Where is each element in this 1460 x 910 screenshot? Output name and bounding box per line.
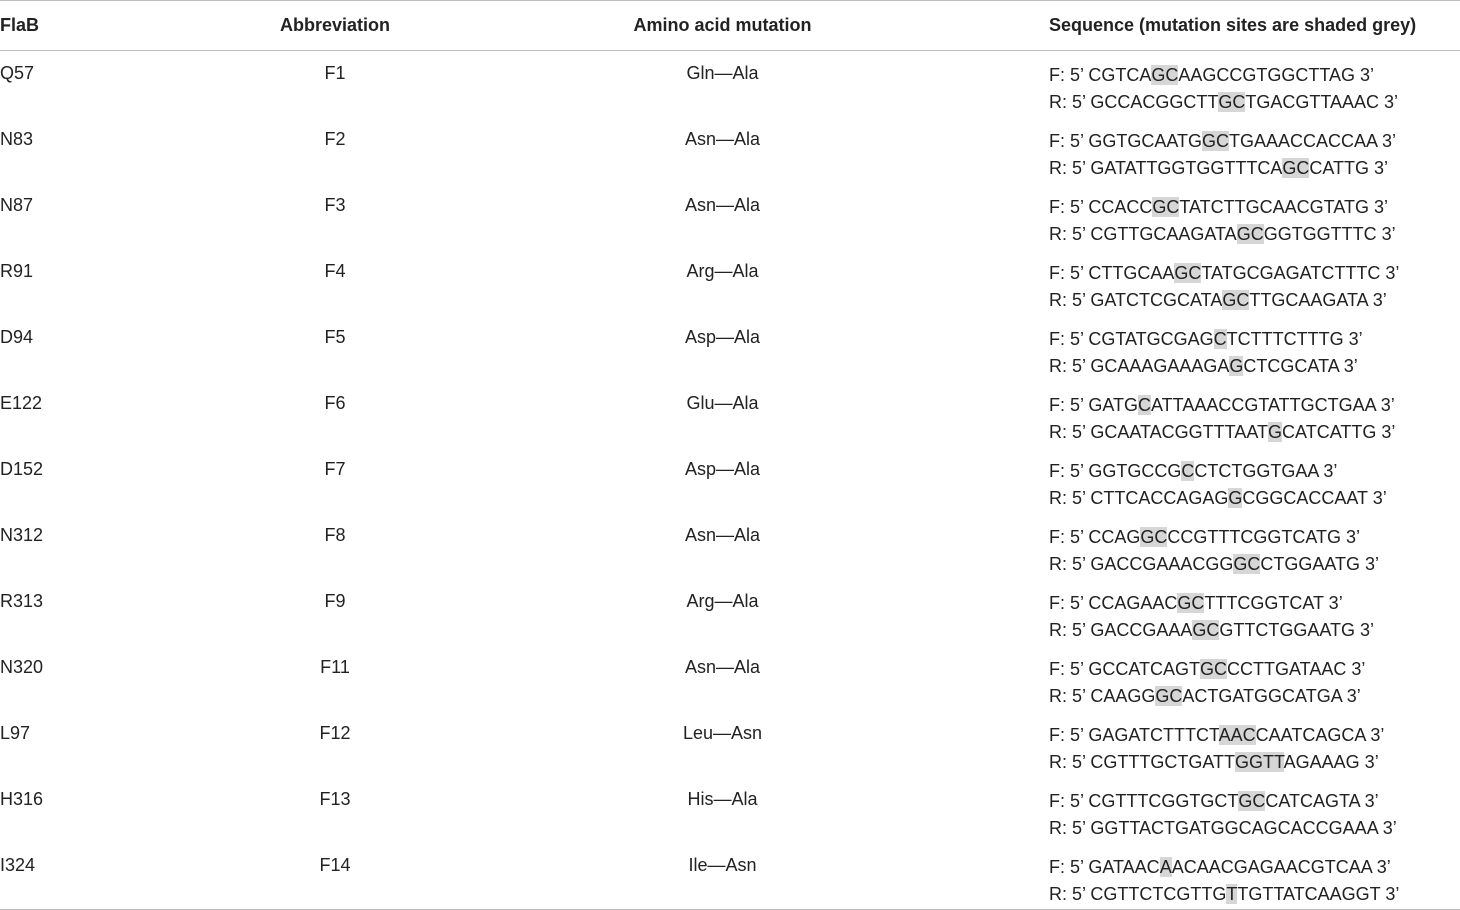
table-row bbox=[0, 579, 1460, 645]
forward-primer bbox=[1049, 393, 1460, 420]
reverse-primer-suffix: AGAAAG 3’ bbox=[1283, 752, 1379, 772]
cell-flab: E122 bbox=[0, 393, 43, 413]
reverse-mutation-site: T bbox=[1226, 884, 1238, 904]
reverse-primer-suffix: CTGGAATG 3’ bbox=[1260, 554, 1380, 574]
cell-mutation: Asn—Ala bbox=[684, 525, 761, 545]
forward-primer bbox=[1049, 195, 1460, 222]
forward-mutation-site: GC bbox=[1238, 791, 1266, 811]
reverse-primer-suffix: GGTGGTTTC 3’ bbox=[1263, 224, 1396, 244]
forward-primer-suffix: CTCTGGTGAA 3’ bbox=[1194, 461, 1338, 481]
cell-flab: N87 bbox=[0, 195, 34, 215]
table-row bbox=[0, 315, 1460, 381]
forward-primer-suffix: TATCTTGCAACGTATG 3’ bbox=[1179, 197, 1389, 217]
reverse-primer-prefix: R: 5’ CGTTCTCGTTG bbox=[1049, 884, 1227, 904]
forward-primer-prefix: F: 5’ GATG bbox=[1049, 395, 1139, 415]
forward-primer bbox=[1049, 657, 1460, 684]
cell-flab: R313 bbox=[0, 591, 44, 611]
reverse-primer-suffix: TGTTATCAAGGT 3’ bbox=[1237, 884, 1400, 904]
forward-primer-suffix: ACAACGAGAACGTCAA 3’ bbox=[1171, 857, 1391, 877]
forward-mutation-site: C bbox=[1213, 329, 1227, 349]
forward-mutation-site: AAC bbox=[1218, 725, 1256, 745]
reverse-primer-prefix: R: 5’ CGTTTGCTGATT bbox=[1049, 752, 1235, 772]
cell-sequence bbox=[985, 513, 1460, 579]
reverse-primer-suffix: GTTCTGGAATG 3’ bbox=[1219, 620, 1375, 640]
table-row bbox=[0, 51, 1460, 118]
forward-mutation-site: GC bbox=[1174, 263, 1202, 283]
cell-mutation: His—Ala bbox=[687, 789, 758, 809]
cell-sequence bbox=[985, 447, 1460, 513]
reverse-primer-suffix: CATTG 3’ bbox=[1309, 158, 1388, 178]
reverse-primer-prefix: R: 5’ CAAGG bbox=[1049, 686, 1156, 706]
reverse-mutation-site: G bbox=[1268, 422, 1283, 442]
cell-mutation: Gln—Ala bbox=[686, 63, 759, 83]
cell-mutation: Asn—Ala bbox=[684, 657, 761, 677]
forward-primer-suffix: TGAAACCACCAA 3’ bbox=[1229, 131, 1397, 151]
reverse-primer-prefix: R: 5’ GGTTACTGATGGCAGCACCGAAA 3’ bbox=[1049, 818, 1397, 838]
forward-primer-suffix: TATGCGAGATCTTTC 3’ bbox=[1201, 263, 1400, 283]
forward-mutation-site: GC bbox=[1140, 527, 1168, 547]
table-header bbox=[0, 1, 1460, 51]
cell-sequence bbox=[985, 777, 1460, 843]
cell-sequence bbox=[985, 183, 1460, 249]
reverse-primer-suffix: CATCATTG 3’ bbox=[1282, 422, 1396, 442]
table-row bbox=[0, 645, 1460, 711]
cell-flab: N312 bbox=[0, 525, 44, 545]
cell-mutation: Asn—Ala bbox=[684, 129, 761, 149]
cell-sequence bbox=[985, 843, 1460, 910]
forward-primer-prefix: F: 5’ GAGATCTTTCT bbox=[1049, 725, 1219, 745]
reverse-mutation-site: GC bbox=[1236, 224, 1264, 244]
forward-primer-suffix: CCGTTTCGGTCATG 3’ bbox=[1167, 527, 1361, 547]
forward-primer-suffix: CATCAGTA 3’ bbox=[1265, 791, 1379, 811]
reverse-mutation-site: GC bbox=[1218, 92, 1246, 112]
reverse-primer bbox=[1049, 882, 1460, 909]
cell-abbreviation: F2 bbox=[324, 129, 346, 149]
table-row bbox=[0, 117, 1460, 183]
forward-primer-prefix: F: 5’ CGTCA bbox=[1049, 65, 1152, 85]
forward-primer-prefix: F: 5’ CTTGCAA bbox=[1049, 263, 1175, 283]
reverse-primer bbox=[1049, 90, 1460, 117]
table-row bbox=[0, 183, 1460, 249]
reverse-mutation-site: GC bbox=[1282, 158, 1310, 178]
cell-abbreviation: F5 bbox=[324, 327, 346, 347]
cell-flab: D152 bbox=[0, 459, 44, 479]
table-row bbox=[0, 513, 1460, 579]
table-row bbox=[0, 843, 1460, 910]
forward-primer bbox=[1049, 327, 1460, 354]
reverse-mutation-site: GC bbox=[1155, 686, 1183, 706]
cell-abbreviation: F8 bbox=[324, 525, 346, 545]
cell-sequence bbox=[985, 711, 1460, 777]
reverse-primer-suffix: TTGCAAGATA 3’ bbox=[1249, 290, 1387, 310]
reverse-mutation-site: GGTT bbox=[1235, 752, 1284, 772]
cell-abbreviation: F6 bbox=[324, 393, 346, 413]
header-flab: FlaB bbox=[0, 1, 210, 51]
cell-abbreviation: F13 bbox=[319, 789, 351, 809]
cell-mutation: Glu—Ala bbox=[686, 393, 759, 413]
forward-primer-suffix: AAGCCGTGGCTTAG 3’ bbox=[1178, 65, 1375, 85]
forward-primer-prefix: F: 5’ GGTGCAATG bbox=[1049, 131, 1203, 151]
cell-flab: H316 bbox=[0, 789, 44, 809]
reverse-primer bbox=[1049, 354, 1460, 381]
forward-primer-suffix: CAATCAGCA 3’ bbox=[1255, 725, 1385, 745]
cell-flab: Q57 bbox=[0, 63, 35, 83]
forward-mutation-site: C bbox=[1181, 461, 1195, 481]
header-abbreviation: Abbreviation bbox=[210, 1, 460, 51]
cell-mutation: Ile—Asn bbox=[460, 843, 985, 910]
reverse-mutation-site: GC bbox=[1222, 290, 1250, 310]
cell-sequence bbox=[985, 381, 1460, 447]
reverse-primer bbox=[1049, 750, 1460, 777]
forward-primer bbox=[1049, 789, 1460, 816]
reverse-primer bbox=[1049, 222, 1460, 249]
reverse-primer bbox=[1049, 684, 1460, 711]
reverse-primer-prefix: R: 5’ GACCGAAA bbox=[1049, 620, 1193, 640]
table-row bbox=[0, 777, 1460, 843]
cell-flab: L97 bbox=[0, 723, 31, 743]
cell-mutation: Asp—Ala bbox=[684, 459, 761, 479]
cell-mutation: Arg—Ala bbox=[686, 261, 759, 281]
forward-mutation-site: GC bbox=[1151, 65, 1179, 85]
reverse-primer bbox=[1049, 816, 1460, 843]
forward-primer-suffix: TCTTTCTTTG 3’ bbox=[1226, 329, 1363, 349]
cell-flab: D94 bbox=[0, 327, 34, 347]
reverse-primer-prefix: R: 5’ GACCGAAACGG bbox=[1049, 554, 1234, 574]
header-sequence: Sequence (mutation sites are shaded grey) bbox=[985, 1, 1460, 51]
forward-primer-prefix: F: 5’ CCACC bbox=[1049, 197, 1153, 217]
reverse-primer-prefix: R: 5’ GATATTGGTGGTTTCA bbox=[1049, 158, 1283, 178]
table-row bbox=[0, 381, 1460, 447]
cell-mutation: Leu—Asn bbox=[682, 723, 763, 743]
cell-sequence bbox=[985, 579, 1460, 645]
cell-sequence bbox=[985, 249, 1460, 315]
cell-flab: N83 bbox=[0, 129, 34, 149]
reverse-primer-suffix: CTCGCATA 3’ bbox=[1243, 356, 1358, 376]
cell-mutation: Arg—Ala bbox=[686, 591, 759, 611]
cell-mutation: Asp—Ala bbox=[684, 327, 761, 347]
forward-mutation-site: C bbox=[1138, 395, 1152, 415]
cell-abbreviation: F11 bbox=[320, 657, 350, 677]
reverse-primer-prefix: R: 5’ GATCTCGCATA bbox=[1049, 290, 1223, 310]
forward-primer-prefix: F: 5’ CCAG bbox=[1049, 527, 1141, 547]
header-amino-acid-mutation: Amino acid mutation bbox=[460, 1, 985, 51]
forward-primer bbox=[1049, 261, 1460, 288]
reverse-primer bbox=[1049, 618, 1460, 645]
forward-mutation-site: A bbox=[1159, 857, 1172, 877]
reverse-mutation-site: GC bbox=[1233, 554, 1261, 574]
forward-mutation-site: GC bbox=[1202, 131, 1230, 151]
table-body bbox=[0, 51, 1460, 910]
reverse-primer bbox=[1049, 156, 1460, 183]
forward-mutation-site: GC bbox=[1152, 197, 1180, 217]
forward-primer bbox=[1049, 525, 1460, 552]
forward-primer-suffix: ATTAAACCGTATTGCTGAA 3’ bbox=[1151, 395, 1395, 415]
forward-primer-prefix: F: 5’ GGTGCCG bbox=[1049, 461, 1182, 481]
reverse-primer bbox=[1049, 552, 1460, 579]
cell-abbreviation: F4 bbox=[324, 261, 346, 281]
forward-primer-prefix: F: 5’ CGTTTCGGTGCT bbox=[1049, 791, 1239, 811]
cell-abbreviation: F12 bbox=[319, 723, 351, 743]
forward-primer bbox=[1049, 723, 1460, 750]
reverse-primer bbox=[1049, 288, 1460, 315]
forward-primer-suffix: CCTTGATAAC 3’ bbox=[1227, 659, 1366, 679]
forward-primer-prefix: F: 5’ CCAGAAC bbox=[1049, 593, 1178, 613]
forward-primer-prefix: F: 5’ CGTATGCGAG bbox=[1049, 329, 1214, 349]
forward-mutation-site: GC bbox=[1177, 593, 1205, 613]
reverse-primer-prefix: R: 5’ GCAAAGAAAGA bbox=[1049, 356, 1230, 376]
forward-primer bbox=[1049, 63, 1460, 90]
forward-primer-suffix: TTTCGGTCAT 3’ bbox=[1204, 593, 1343, 613]
forward-primer-prefix: F: 5’ GATAAC bbox=[1049, 857, 1160, 877]
cell-abbreviation: F1 bbox=[324, 63, 346, 83]
cell-flab: R91 bbox=[0, 261, 34, 281]
reverse-mutation-site: G bbox=[1228, 488, 1243, 508]
forward-primer bbox=[1049, 855, 1460, 882]
reverse-primer-suffix: TGACGTTAAAC 3’ bbox=[1245, 92, 1399, 112]
reverse-mutation-site: G bbox=[1229, 356, 1244, 376]
table-row bbox=[0, 711, 1460, 777]
forward-mutation-site: GC bbox=[1200, 659, 1228, 679]
cell-sequence bbox=[985, 645, 1460, 711]
reverse-primer bbox=[1049, 420, 1460, 447]
forward-primer-prefix: F: 5’ GCCATCAGT bbox=[1049, 659, 1201, 679]
reverse-primer-suffix: ACTGATGGCATGA 3’ bbox=[1182, 686, 1361, 706]
table-row bbox=[0, 447, 1460, 513]
cell-abbreviation: F3 bbox=[324, 195, 346, 215]
cell-abbreviation: F9 bbox=[324, 591, 346, 611]
reverse-primer-suffix: CGGCACCAAT 3’ bbox=[1242, 488, 1387, 508]
cell-abbreviation: F14 bbox=[210, 843, 460, 910]
cell-flab: N320 bbox=[0, 657, 44, 677]
forward-primer bbox=[1049, 459, 1460, 486]
cell-sequence bbox=[985, 315, 1460, 381]
reverse-primer-prefix: R: 5’ CGTTGCAAGATA bbox=[1049, 224, 1237, 244]
reverse-mutation-site: GC bbox=[1192, 620, 1220, 640]
forward-primer bbox=[1049, 591, 1460, 618]
cell-sequence bbox=[985, 51, 1460, 118]
cell-abbreviation: F7 bbox=[324, 459, 346, 479]
cell-flab: I324 bbox=[0, 843, 210, 910]
reverse-primer-prefix: R: 5’ GCCACGGCTT bbox=[1049, 92, 1219, 112]
reverse-primer-prefix: R: 5’ CTTCACCAGAG bbox=[1049, 488, 1229, 508]
reverse-primer bbox=[1049, 486, 1460, 513]
table-row bbox=[0, 249, 1460, 315]
reverse-primer-prefix: R: 5’ GCAATACGGTTTAAT bbox=[1049, 422, 1269, 442]
forward-primer bbox=[1049, 129, 1460, 156]
cell-sequence bbox=[985, 117, 1460, 183]
header-row bbox=[0, 1, 1460, 51]
cell-mutation: Asn—Ala bbox=[684, 195, 761, 215]
